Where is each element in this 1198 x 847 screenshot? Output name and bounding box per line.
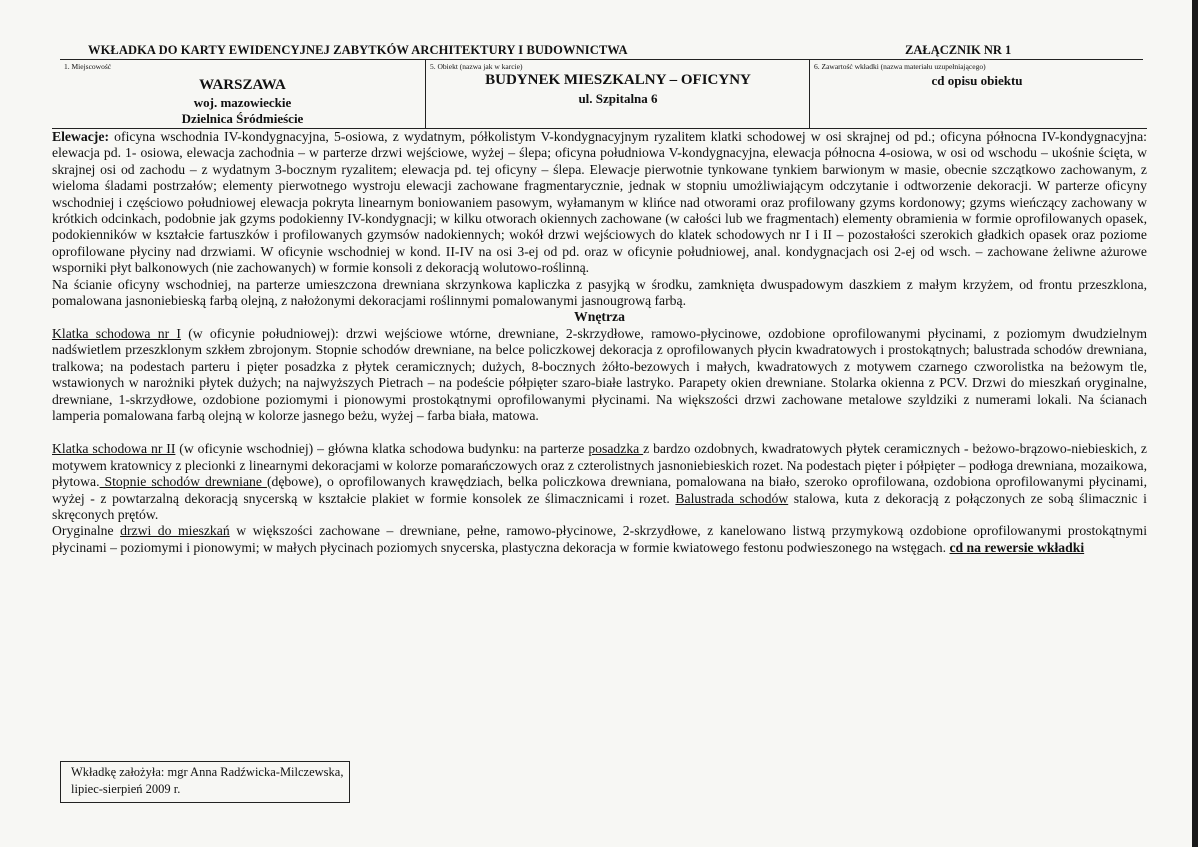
staircase-2-label: Klatka schodowa nr II bbox=[52, 441, 176, 457]
interiors-heading: Wnętrza bbox=[574, 309, 625, 325]
doors-text-a: Oryginalne bbox=[52, 523, 121, 539]
header-table bbox=[60, 59, 1143, 129]
location-label: 1. Miejscowość bbox=[64, 62, 112, 71]
elevations-label: Elewacje: bbox=[52, 129, 110, 144]
doors-text-b: w większości zachowane – drewniane, pełne, ramowo-płycinowe, 2-skrzydłowe, z kanelowano listwą przymykową ozdobione oprofilowanymi prostokątnymi płycinami – poziomymi i pionowymi; w małych płycinach poziomych snycerska, plastyczna dekoracja w formie kwiatowego festonu podwieszonego na wstęgach. bbox=[52, 523, 1148, 555]
floor-label: posadzka bbox=[588, 441, 644, 457]
staircase-1-text: (w oficynie południowej): drzwi wejściowe wtórne, drewniane, 2-skrzydłowe, ramowo-płycinowe, ozdobione oprofilowanymi płycinami, z poziomym dwudzielnym nadświetlem przeszklonym szkłem zbrojonym. Stopnie schodów drewniane, na belce policzkowej dekoracja z oprofilowanych płycin kwadratowych i prostokątnych; balustrada schodów drewniana, tralkowa; na podestach parteru i pięter posadzka z płytek ceramicznych; dużych, 8-bocznych żółto-bezowych i małych, kwadratowych z motywem czarnego czworolistka na beżowym tle, wstawionych w narożniki płytek dużych; na najwyższych Pietrach – na podeście półpięter szaro-białe lastryko. Parapety okien drewniane. Stolarka okienna z PCV. Drzwi do mieszkań oryginalne, drewniane, 1-skrzydłowe, ozdobione poziomymi i pionowymi prostokątnymi oprofilowanymi płycinami. Na większości drzwi zachowane metalowe szyldziki z numerami lokali. Na ścianach lamperia pomalowana farbą olejną w kolorze jasnego beżu, wyżej – farba biała, matowa. bbox=[52, 325, 1147, 423]
content-value: cd opisu obiektu bbox=[931, 73, 1023, 88]
doors-label: drzwi do mieszkań bbox=[120, 523, 230, 539]
steps-label: Stopnie schodów drewniane bbox=[99, 474, 267, 490]
doors-paragraph bbox=[52, 523, 1147, 556]
staircase-2-text-b: z bardzo ozdobnych, kwadratowych płytek ceramicznych - beżowo-brązowo-niebieskich, z motywem kratownicy z plecionki z linearnymi dekoracjami w kolorze pomarańczowych oraz z czterolistnych jasnoniebieskich rozet. Na podestach pięter i półpięter – podłoga drewniana, mozaikowa, płytowa. bbox=[52, 441, 1147, 490]
object-address: ul. Szpitalna 6 bbox=[578, 91, 658, 106]
author-box bbox=[60, 761, 350, 803]
date-line: lipiec-sierpień 2009 r. bbox=[71, 782, 181, 796]
location-cell bbox=[60, 60, 425, 129]
annex-number: ZAŁĄCZNIK NR 1 bbox=[905, 43, 1012, 57]
spacer bbox=[52, 424, 1147, 441]
balustrade-label: Balustrada schodów bbox=[675, 490, 789, 506]
district: Dzielnica Śródmieście bbox=[181, 111, 304, 126]
city: WARSZAWA bbox=[199, 77, 286, 93]
elevations-paragraph bbox=[52, 129, 1147, 277]
object-name: BUDYNEK MIESZKALNY – OFICYNY bbox=[485, 72, 751, 88]
author-line: Wkładkę założyła: mgr Anna Radźwicka-Milczewska, bbox=[71, 765, 344, 779]
description-body bbox=[52, 128, 1147, 556]
shrine-paragraph: Na ścianie oficyny wschodniej, na parterze umieszczona drewniana skrzynkowa kapliczka z pasyjką w środku, zamknięta dwuspadowym daszkiem z małym krzyżem, od frontu przeszklona, pomalowana jasnoniebieską farbą olejną, z nałożonymi dekoracjami roślinnymi pomalowanymi jasnougrową farbą. bbox=[52, 276, 1147, 309]
scan-edge bbox=[1192, 0, 1198, 847]
content-label: 6. Zawartość wkładki (nazwa materiału uzupełniającego) bbox=[814, 62, 986, 71]
staircase-2-text-c: (dębowe), o oprofilowanych krawędziach, belka policzkowa drewniana, pomalowana na biało, szeroko oprofilowana, ozdobiona oprofilowanymi płycinami, wyżej - z powtarzalną dekoracją snycerską w kształcie plakiet w formie konsolek ze ślimacznicami i rozet. bbox=[52, 474, 1147, 506]
content-cell bbox=[809, 60, 1144, 129]
staircase-2-text-d: stalowa, kuta z dekoracją z połączonych ze sobą ślimacznic i skręconych prętów. bbox=[52, 490, 1147, 522]
elevations-text: oficyna wschodnia IV-kondygnacyjna, 5-osiowa, z wydatnym, półkolistym V-kondygnacyjnym ryzalitem klatki schodowej w osi skrajnej od pd.; oficyna północna IV-kondygnacyjna: elewacja pd. 1- osiowa, elewacja zachodnia – w parterze drzwi wejściowe, wyżej – ślepa; oficyna południowa V-kondygnacyjna, elewacja północna 4-osiowa, w osi od wschodu – ukośnie ścięta, w skrajnej osi od zachodu – z wydatnym 3-bocznym ryzalitem; elewacja pd. tej oficyny – ślepa. Elewacje pierwotnie tynkowane tynkiem barwionym w masie, obecnie szczątkowo zachowanym, z wieloma śladami postrzałów; elementy pierwotnego wystroju elewacji zachowane fragmentarycznie, jednak w stopniu umożliwiającym odczytanie i odtworzenie dekoracji. W parterze oficyny wschodniej i częściowo południowej elewacja pokryta linearnym boniowaniem pasowym, wyłamanym w klińce nad otworami oraz profilowany gzyms kordonowy; gzyms wieńczący zachowany w krótkich odcinkach, podobnie jak gzyms podokienny IV-kondygnacji; w kilku otworach okiennych zachowane (w całości lub we fragmentach) elementy obramienia w formie oprofilowanych opasek, podokienników w kształcie fartuszków i profilowanych gzymsów nadokiennych; wokół drzwi wejściowych do klatek schodowych nr I i II – pozostałości szerokich gładkich opasek oraz poziome oprofilowane płyciny nad drzwiami. W oficynie wschodniej w kond. II-IV na osi 3-ej od pd. oraz w oficynie południowej, anal. kondygnacjach osi 2-ej od wsch. – zachowane żeliwne ażurowe wsporniki płyt balkonowych (nie zachowanych) w formie konsoli z dekoracją wolutowo-roślinną. bbox=[52, 129, 1147, 276]
continued-note: cd na rewersie wkładki bbox=[949, 539, 1085, 555]
form-title: WKŁADKA DO KARTY EWIDENCYJNEJ ZABYTKÓW ARCHITEKTURY I BUDOWNICTWA bbox=[88, 43, 628, 57]
staircase-1-paragraph bbox=[52, 326, 1147, 424]
object-label: 5. Obiekt (nazwa jak w karcie) bbox=[430, 62, 523, 71]
staircase-1-label: Klatka schodowa nr I bbox=[52, 325, 181, 341]
voivodeship: woj. mazowieckie bbox=[193, 95, 292, 110]
staircase-2-paragraph bbox=[52, 441, 1147, 523]
object-cell bbox=[425, 60, 810, 129]
staircase-2-text-a: (w oficynie wschodniej) – główna klatka schodowa budynku: na parterze bbox=[175, 441, 589, 457]
